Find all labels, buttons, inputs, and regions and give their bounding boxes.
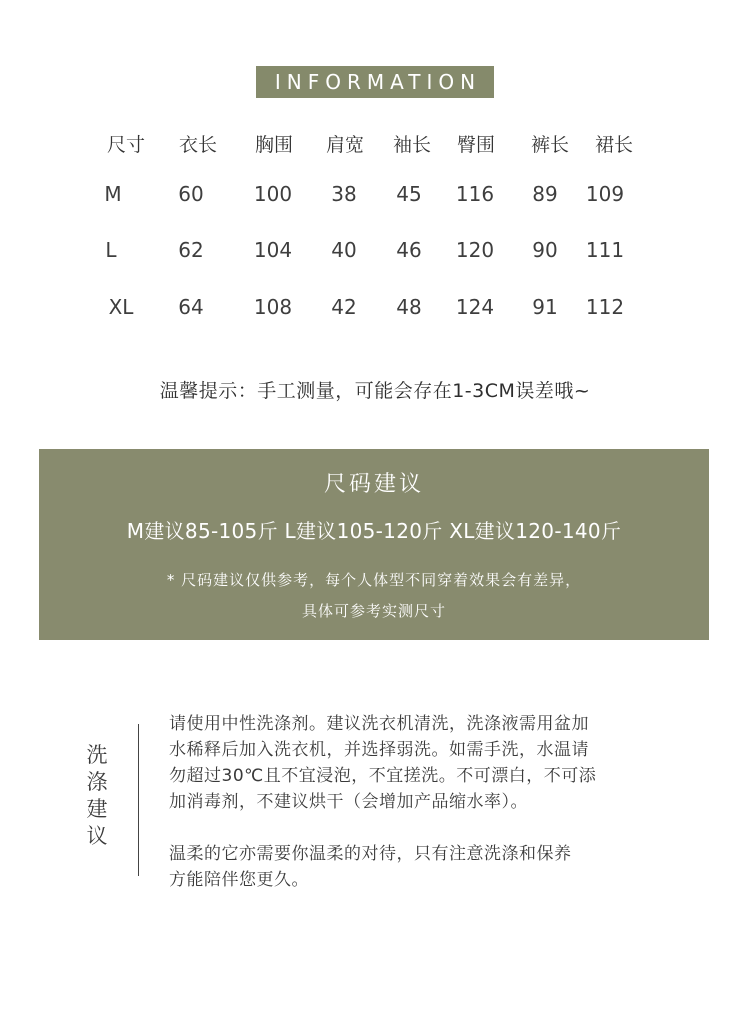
table-cell: 40: [331, 238, 357, 262]
table-cell: 111: [585, 238, 625, 262]
table-cell: 124: [455, 295, 495, 319]
washing-title: [82, 742, 112, 850]
table-cell: 89: [532, 182, 558, 206]
washing-title-char: 涤: [86, 770, 108, 794]
text-line: 温柔的它亦需要你温柔的对待，只有注意洗涤和保养: [169, 844, 572, 864]
table-cell: 104: [253, 238, 293, 262]
table-header: 尺寸: [106, 134, 146, 156]
table-cell: 42: [331, 295, 357, 319]
text-line: 加消毒剂，不建议烘干（会增加产品缩水率）。: [169, 792, 528, 812]
table-cell: XL: [108, 295, 134, 319]
table-header: 袖长: [392, 134, 432, 156]
table-cell: 120: [455, 238, 495, 262]
table-cell: 45: [396, 182, 422, 206]
table-cell: 60: [178, 182, 204, 206]
washing-paragraph: [169, 841, 689, 893]
table-cell: 116: [455, 182, 495, 206]
table-cell: 109: [585, 182, 625, 206]
recommendation-weights: M建议85-105斤 L建议105-120斤 XL建议120-140斤: [126, 519, 622, 543]
table-header: 衣长: [178, 134, 218, 156]
table-header: 裙长: [594, 134, 634, 156]
text-line: 方能陪伴您更久。: [169, 870, 309, 890]
measurement-tip: 温馨提示：手工测量，可能会存在1-3CM误差哦~: [159, 380, 591, 402]
washing-title-char: 议: [86, 824, 108, 848]
recommendation-note: 具体可参考实测尺寸: [301, 602, 446, 620]
size-recommendation-panel: [39, 449, 709, 640]
table-cell: 108: [253, 295, 293, 319]
washing-paragraph: [169, 711, 689, 815]
table-cell: 64: [178, 295, 204, 319]
recommendation-note: * 尺码建议仅供参考，每个人体型不同穿着效果会有差异，: [166, 571, 582, 589]
washing-instructions: [169, 711, 689, 893]
washing-title-char: 洗: [86, 743, 108, 767]
size-table: [0, 118, 750, 328]
table-cell: L: [105, 238, 117, 262]
vertical-divider: [138, 724, 139, 876]
table-cell: 38: [331, 182, 357, 206]
table-cell: 46: [396, 238, 422, 262]
table-header: 肩宽: [325, 134, 365, 156]
table-cell: 48: [396, 295, 422, 319]
text-line: 请使用中性洗涤剂。建议洗衣机清洗，洗涤液需用盆加: [169, 714, 589, 734]
recommendation-title: 尺码建议: [323, 472, 424, 497]
table-cell: 112: [585, 295, 625, 319]
table-cell: 62: [178, 238, 204, 262]
table-header: 胸围: [254, 134, 294, 156]
table-cell: 100: [253, 182, 293, 206]
table-cell: 90: [532, 238, 558, 262]
table-header: 臀围: [456, 134, 496, 156]
table-cell: M: [104, 182, 122, 206]
text-line: 水稀释后加入洗衣机，并选择弱洗。如需手洗，水温请: [169, 740, 589, 760]
information-badge: INFORMATION: [256, 66, 494, 98]
table-cell: 91: [532, 295, 558, 319]
table-header: 裤长: [530, 134, 570, 156]
washing-title-char: 建: [86, 797, 108, 821]
text-line: 勿超过30℃且不宜浸泡，不宜搓洗。不可漂白，不可添: [169, 766, 597, 786]
